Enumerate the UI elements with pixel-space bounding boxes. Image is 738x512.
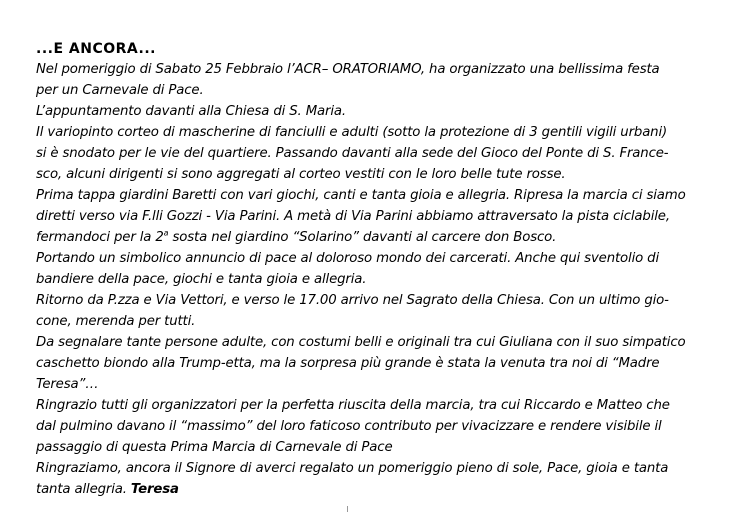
article-body <box>36 59 728 500</box>
article <box>36 41 728 500</box>
article-line: dal pulmino davano il “massimo” del loro faticoso contributo per vivacizzare e rendere visibile il <box>36 419 662 434</box>
article-line: Prima tappa giardini Baretti con vari giochi, canti e tanta gioia e allegria. Ripresa la marcia ci siamo <box>36 188 686 203</box>
article-line: per un Carnevale di Pace. <box>36 83 204 98</box>
article-heading: ...E ANCORA... <box>36 41 156 57</box>
article-line: sco, alcuni dirigenti si sono aggregati al corteo vestiti con le loro belle tute rosse. <box>36 167 566 182</box>
article-line: Ritorno da P.zza e Via Vettori, e verso le 17.00 arrivo nel Sagrato della Chiesa. Con un ultimo gio- <box>36 293 669 308</box>
article-line: L’appuntamento davanti alla Chiesa di S. Maria. <box>36 104 346 119</box>
last-line-text: tanta allegria. <box>36 482 131 497</box>
article-line-sosta <box>36 227 728 248</box>
article-line: caschetto biondo alla Trump-etta, ma la sorpresa più grande è stata la venuta tra noi di “Madre <box>36 356 660 371</box>
article-line: diretti verso via F.lli Gozzi - Via Parini. A metà di Via Parini abbiamo attraversato la pista ciclabile, <box>36 209 670 224</box>
article-line: bandiere della pace, giochi e tanta gioia e allegria. <box>36 272 367 287</box>
article-line: Il variopinto corteo di mascherine di fanciulli e adulti (sotto la protezione di 3 gentili vigili urbani) <box>36 125 668 140</box>
article-line: Da segnalare tante persone adulte, con costumi belli e originali tra cui Giuliana con il suo simpatico <box>36 335 686 350</box>
article-line: cone, merenda per tutti. <box>36 314 196 329</box>
sosta-text-before: fermandoci per la 2 <box>36 230 164 245</box>
article-line: Nel pomeriggio di Sabato 25 Febbraio l’ACR– ORATORIAMO, ha organizzato una bellissima festa <box>36 62 660 77</box>
article-line: Portando un simbolico annuncio di pace al doloroso mondo dei carcerati. Anche qui sventolio di <box>36 251 660 266</box>
article-line: Ringrazio tutti gli organizzatori per la perfetta riuscita della marcia, tra cui Riccardo e Matteo che <box>36 398 670 413</box>
article-line: Ringraziamo, ancora il Signore di averci regalato un pomeriggio pieno di sole, Pace, gioia e tanta <box>36 461 669 476</box>
article-line: passaggio di questa Prima Marcia di Carnevale di Pace <box>36 440 393 455</box>
ordinal-superscript: a <box>163 228 169 238</box>
article-line: si è snodato per le vie del quartiere. Passando davanti alla sede del Gioco del Ponte di S. France- <box>36 146 669 161</box>
sosta-text-after: sosta nel giardino “Solarino” davanti al carcere don Bosco. <box>168 230 557 245</box>
signature: Teresa <box>130 482 179 497</box>
article-line: Teresa”… <box>36 377 99 392</box>
page-divider-mark <box>347 506 348 512</box>
article-last-line <box>36 479 728 500</box>
